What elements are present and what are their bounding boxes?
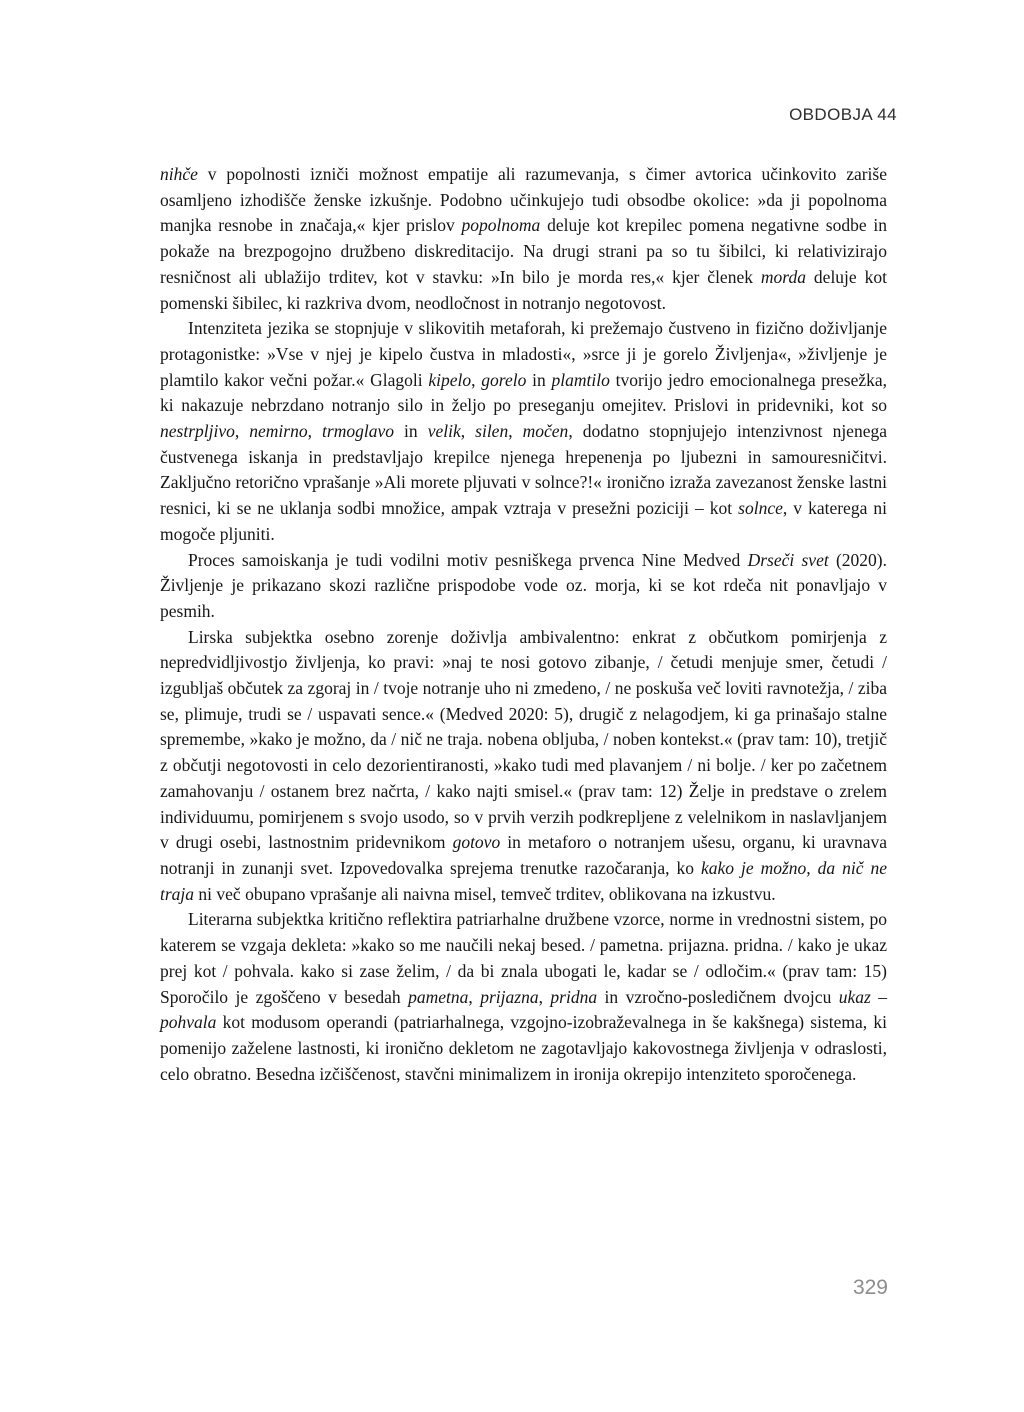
body-text: in bbox=[393, 421, 428, 442]
paragraph bbox=[160, 316, 887, 547]
page-body bbox=[160, 162, 887, 1087]
body-text: deluje kot krepilec pomena negativne sodbe in pokaže na brezpogojno družbeno diskreditacijo. Na drugi strani pa so tu šibilci, ki relativizirajo resničnost ali ublažijo trditev, kot v stavku: »In bilo je morda res,« kjer členek bbox=[160, 215, 888, 287]
body-text: Proces samoiskanja je tudi vodilni motiv pesniškega prvenca Nine Medved bbox=[188, 549, 748, 570]
emphasis-text: gotovo bbox=[452, 832, 501, 853]
emphasis-text: nihče bbox=[160, 164, 198, 184]
emphasis-text: morda bbox=[760, 266, 806, 287]
body-text: kot modusom operandi (patriarhalnega, vzgojno-izobraževalnega in še kakšnega) sistema, ki pomenijo zaželene lastnosti, ki ironično dekletom ne zagotavljajo kakovostnega življenja v odraslosti, celo obratno. Besedna izčiščenost, stavčni minimalizem in ironija okrepijo intenziteto sporočenega. bbox=[160, 1012, 887, 1084]
emphasis-text: popolnoma bbox=[461, 215, 541, 236]
emphasis-text: močen bbox=[522, 421, 569, 442]
emphasis-text: pridna bbox=[550, 986, 598, 1007]
emphasis-text: trmoglavo bbox=[322, 421, 394, 442]
paragraph bbox=[160, 162, 887, 316]
body-text: , bbox=[234, 421, 250, 442]
emphasis-text: pametna bbox=[408, 986, 469, 1007]
paragraph bbox=[160, 907, 887, 1087]
emphasis-text: Drseči svet bbox=[747, 549, 829, 570]
emphasis-text: prijazna bbox=[480, 986, 539, 1007]
emphasis-text: nestrpljivo bbox=[160, 421, 235, 442]
body-text: Intenziteta jezika se stopnjuje v slikovitih metaforah, ki prežemajo čustveno in fizično doživljanje protagonistke: »Vse v njej je kipelo čustva in mladosti«, »srce ji je gorelo Življenja«, »življenje je plamtilo kakor večni požar.« Glagoli bbox=[160, 318, 887, 390]
body-text: ni več obupano vprašanje ali naivna misel, temveč trditev, oblikovana na izkustvu. bbox=[194, 883, 776, 904]
emphasis-text: kipelo bbox=[428, 369, 472, 390]
body-text: , bbox=[460, 421, 476, 442]
emphasis-text: ukaz – pohvala bbox=[160, 986, 888, 1033]
body-text: v popolnosti izniči možnost empatije ali razumevanja, s čimer avtorica učinkovito zariše osamljeno izhodišče ženske izkušnje. Podobno učinkujejo tudi obsodbe okolice: »da ji popolnoma manjka resnobe in značaja,« kjer prislov bbox=[160, 164, 887, 236]
emphasis-text: silen bbox=[475, 421, 509, 442]
page-number: 329 bbox=[852, 1276, 888, 1299]
body-text: , bbox=[538, 986, 551, 1007]
body-text: tvorijo jedro emocionalnega presežka, ki nakazuje nebrzdano notranjo silo in željo po preseganju omejitev. Prislovi in pridevniki, kot so bbox=[160, 369, 887, 416]
paragraph bbox=[160, 548, 887, 625]
body-text: , dodatno stopnjujejo intenzivnost njenega čustvenega iskanja in predstavljajo krepilce njenega hrepenenja po ljubezni in samouresničitvi. Zaključno retorično vprašanje »Ali morete pljuvati v solnce?!« ironično izraža zavezanost ženske lastni resnici, ki se ne uklanja sodbi množice, ampak vztraja v presežni poziciji – kot bbox=[160, 421, 887, 519]
emphasis-text: velik bbox=[427, 421, 461, 442]
emphasis-text: gorelo bbox=[481, 369, 527, 390]
body-text: in metaforo o notranjem ušesu, organu, ki uravnava notranji in zunanji svet. Izpovedovalka sprejema trenutke razočaranja, ko bbox=[160, 832, 887, 878]
body-text: (2020). Življenje je prikazano skozi različne prispodobe vode oz. morja, ki se kot rdeča nit ponavljajo v pesmih. bbox=[160, 549, 887, 621]
emphasis-text: kako je možno, da nič ne traja bbox=[160, 857, 887, 904]
emphasis-text: solnce bbox=[738, 498, 783, 519]
paragraph bbox=[160, 625, 887, 908]
body-text: in vzročno-posledičnem dvojcu bbox=[597, 986, 839, 1007]
body-text: , bbox=[508, 421, 523, 442]
body-text: Lirska subjektka osebno zorenje doživlja ambivalentno: enkrat z občutkom pomirjenja z nepredvidljivostjo življenja, ko pravi: »naj te nosi gotovo zibanje, / četudi menjuje smer, četudi / izgubljaš občutek za zgoraj in / tvoje notranje uho ni zmedeno, / ne poskuša več loviti ravnotežja, / ziba se, plimuje, trudi se / uspavati sence.« (Medved 2020: 5), drugič z nelagodjem, ki ga prinašajo stalne spremembe, »kako je možno, da / nič ne traja. nobena obljuba, / noben kontekst.« (prav tam: 10), tretjič z občutji negotovosti in celo dezorientiranosti, »kako tudi med plavanjem / ni bolje. / ker po začetnem zamahovanju / ostanem brez načrta, / kako najti smisel.« (prav tam: 12) Želje in predstave o zrelem individuumu, pomirjenem s svojo usodo, so v prvih verzih podkrepljene z velelnikom in naslavljanjem v drugi osebi, lastnostnim pridevnikom bbox=[160, 626, 887, 853]
body-text: , bbox=[471, 369, 482, 390]
emphasis-text: plamtilo bbox=[551, 369, 610, 390]
body-text: , v katerega ni mogoče pljuniti. bbox=[160, 498, 887, 544]
body-text: , bbox=[468, 986, 481, 1007]
body-text: Literarna subjektka kritično reflektira patriarhalne družbene vzorce, norme in vrednostni sistem, po katerem se vzgaja dekleta: »kako so me naučili nekaj besed. / pametna. prijazna. pridna. / kako je ukaz prej kot / pohvala. kako si zase želim, / da bi znala ubogati le, kadar se / odločim.« (prav tam: 15) Sporočilo je zgoščeno v besedah bbox=[160, 909, 887, 1007]
body-text: in bbox=[526, 369, 552, 390]
body-text: , bbox=[307, 421, 323, 442]
running-header: OBDOBJA 44 bbox=[789, 105, 897, 124]
body-text: deluje kot pomenski šibilec, ki razkriva dvom, neodločnost in notranjo negotovost. bbox=[160, 266, 887, 313]
emphasis-text: nemirno bbox=[249, 421, 308, 442]
